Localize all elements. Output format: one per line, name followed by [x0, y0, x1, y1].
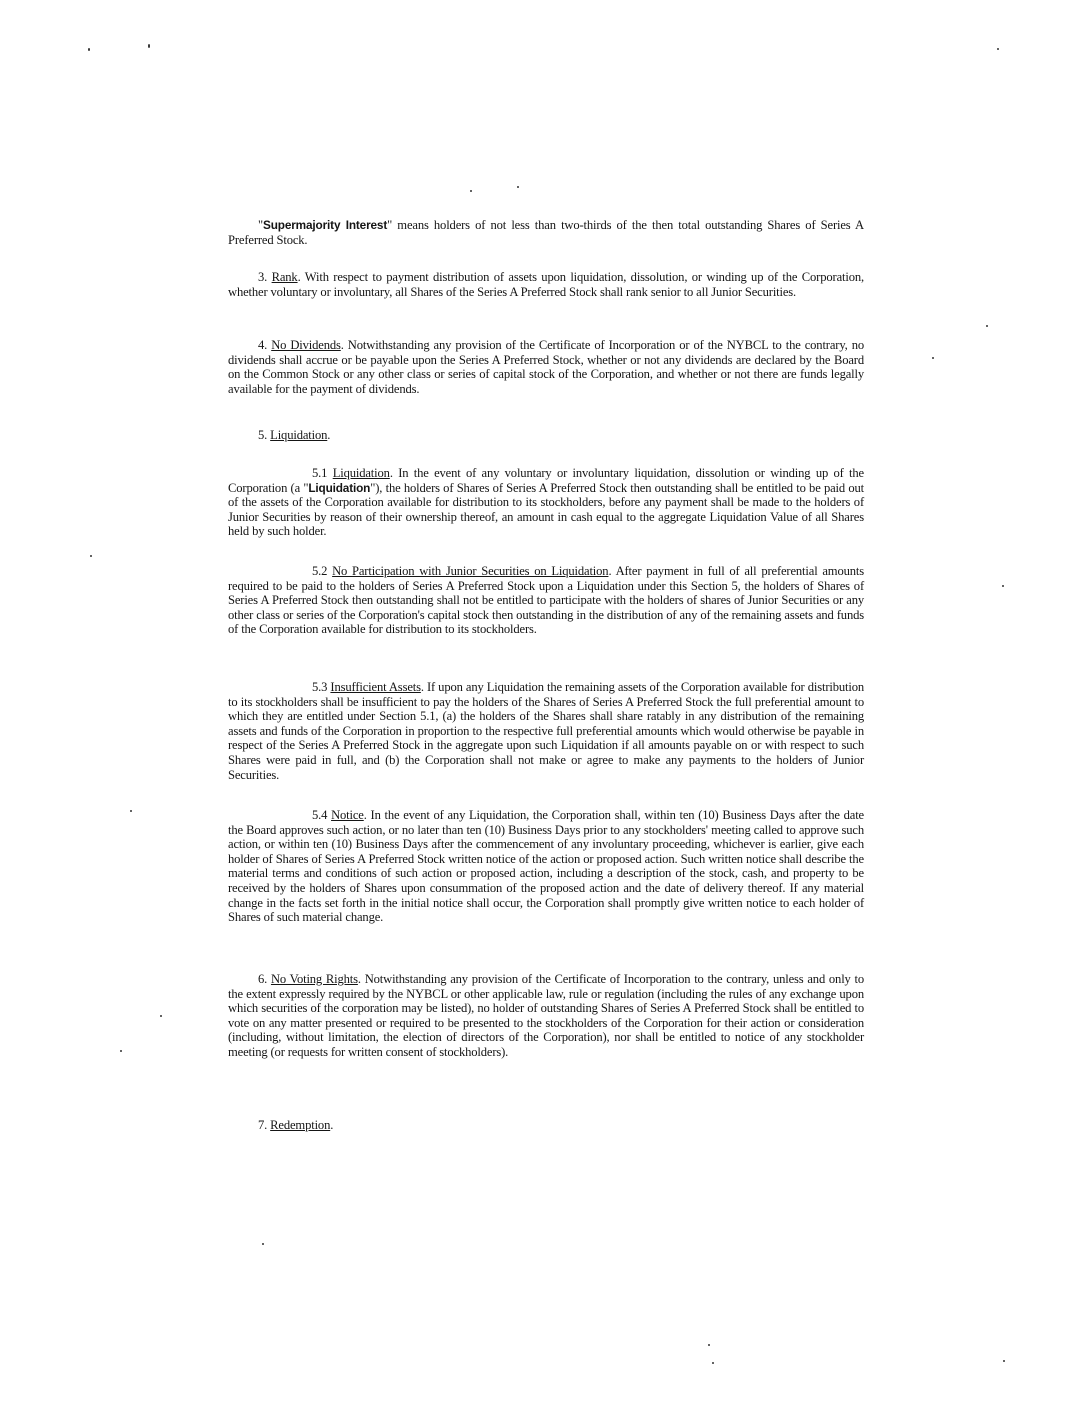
- section-number: 5.3: [312, 680, 331, 694]
- section-number: 5.: [258, 428, 271, 442]
- section-heading: No Dividends: [271, 338, 341, 352]
- scan-speck: [90, 555, 92, 557]
- scan-speck: [708, 1344, 710, 1346]
- defined-term: Liquidation: [308, 480, 371, 495]
- section-number: 3.: [258, 270, 272, 284]
- definition-supermajority-interest: "Supermajority Interest" means holders of not less than two-thirds of the then total outstanding Shares of Series A Preferred Stock.: [228, 218, 864, 247]
- definition-text: means holders of not less than two-thirds of the then total outstanding Shares of Series A Preferred Stock.: [228, 218, 864, 247]
- section-text: . Notwithstanding any provision of the Certificate of Incorporation or of the NYBCL to the contrary, no dividends shall accrue or be payable upon the Series A Preferred Stock, whether or not any dividends are declared by the Board on the Common Stock or any other class or series of capital stock of the Corporation, and whether or not there are funds legally available for the payment of dividends.: [228, 338, 864, 396]
- section-7-redemption-heading: [228, 1118, 864, 1133]
- section-heading: No Voting Rights: [270, 972, 358, 986]
- scan-speck: [130, 810, 132, 812]
- section-heading: Liquidation: [270, 428, 328, 442]
- scan-speck: [712, 1362, 714, 1364]
- section-5-4-notice: [228, 808, 864, 925]
- scan-speck: [1002, 585, 1004, 587]
- section-suffix: .: [330, 1118, 334, 1132]
- scan-speck: [160, 1015, 162, 1017]
- scan-speck: [986, 325, 988, 327]
- section-text: . If upon any Liquidation the remaining assets of the Corporation available for distribution to its stockholders shall be insufficient to pay the holders of the Shares of Series A Preferred Stock the full preferential amount to which they are entitled under Section 5.1, (a) the holders of the Shares shall share ratably in any distribution of the remaining assets and funds of the Corporation in proportion to the respective full preferential amounts which would otherwise be payable in respect of the Series A Preferred Stock in the aggregate upon such Liquidation if all amounts payable on or with respect to such Shares were paid in full, and (b) the Corporation shall not make or agree to make any payments to the holders of Junior Securities.: [228, 680, 864, 782]
- section-number: 6.: [258, 972, 271, 986]
- scan-speck: [470, 190, 472, 192]
- scan-speck: [1003, 1360, 1005, 1362]
- section-heading: Liquidation: [332, 466, 390, 480]
- section-suffix: .: [327, 428, 331, 442]
- section-5-1-liquidation: 5.1 Liquidation. In the event of any voluntary or involuntary liquidation, dissolution or winding up of the Corporation (a "Liquidation"), the holders of Shares of Series A Preferred Stock then outstanding shall be entitled to be paid out of the assets of the Corporation available for distribution to its stockholders, before any payment shall be made to the holders of Junior Securities by reason of their ownership thereof, an amount in cash equal to the aggregate Liquidation Value of all Shares held by such holder.: [228, 466, 864, 539]
- section-5-2-no-participation: [228, 564, 864, 637]
- section-5-liquidation-heading: [228, 428, 864, 443]
- section-heading: Insufficient Assets: [330, 680, 421, 694]
- scan-speck: [997, 48, 999, 50]
- section-text: . In the event of any Liquidation, the Corporation shall, within ten (10) Business Days after the date the Board approves such action, or no later than ten (10) Business Days prior to any stockholders' meeting called to approve such action, or within ten (10) Business Days after the commencement of any involuntary proceeding, whichever is earlier, give each holder of Shares of Series A Preferred Stock written notice of the action or proposed action. Such written notice shall describe the material terms and conditions of such action or proposed action, including a description of the stock, cash, and property to be received by the holders of Shares upon consummation of the proposed action and the date of delivery thereof. If any material change in the facts set forth in the initial notice shall occur, the Corporation shall promptly give written notice to each holder of Shares of such material change.: [228, 808, 864, 925]
- section-text: . Notwithstanding any provision of the Certificate of Incorporation to the contrary, unless and only to the extent expressly required by the NYBCL or other applicable law, rule or regulation (including the rules of any exchange upon which securities of the corporation may be listed), no holder of outstanding Shares of Series A Preferred Stock shall be entitled to vote on any matter presented or required to be presented to the stockholders of the Corporation for their action or consideration (including, without limitation, the election of directors of the Corporation), nor shall be entitled to notice of any stockholder meeting (or requests for written consent of stockholders).: [228, 972, 864, 1059]
- section-number: 7.: [258, 1118, 271, 1132]
- scan-speck: [148, 44, 150, 48]
- section-heading: No Participation with Junior Securities on Liquidation: [332, 564, 609, 578]
- section-3-rank: [228, 270, 864, 299]
- section-4-no-dividends: [228, 338, 864, 396]
- scan-speck: [262, 1243, 264, 1245]
- scan-speck: [88, 48, 90, 51]
- section-text-b: ), the holders of Shares of Series A Preferred Stock then outstanding shall be entitled to be paid out of the assets of the Corporation available for distribution to its stockholders, before any payment shall be made to the holders of Junior Securities by reason of their ownership thereof, an amount in cash equal to the aggregate Liquidation Value of all Shares held by such holder.: [228, 480, 864, 539]
- section-number: 5.2: [312, 564, 333, 578]
- section-number: 4.: [258, 338, 272, 352]
- section-5-3-insufficient-assets: [228, 680, 864, 782]
- section-text: . With respect to payment distribution of assets upon liquidation, dissolution, or winding up of the Corporation, whether voluntary or involuntary, all Shares of the Series A Preferred Stock shall rank senior to all Junior Securities.: [228, 270, 864, 299]
- section-number: 5.1: [312, 466, 333, 480]
- section-text-a: . In the event of any voluntary or involuntary liquidation, dissolution or winding up of the Corporation (a: [228, 466, 864, 495]
- scan-speck: [932, 357, 934, 359]
- section-heading: Notice: [331, 808, 364, 822]
- section-number: 5.4: [312, 808, 332, 822]
- defined-term: Supermajority Interest: [263, 218, 388, 232]
- section-text: . After payment in full of all preferential amounts required to be paid to the holders of Series A Preferred Stock upon a Liquidation under this Section 5, the holders of Shares of Series A Preferred Stock then outstanding shall not be entitled to participate with the holders of shares of Junior Securities or any other class or series of the Corporation's capital stock then outstanding in the distribution of any of the remaining assets and funds of the Corporation available for distribution to its stockholders.: [228, 564, 864, 637]
- scan-speck: [517, 186, 519, 188]
- section-heading: Rank: [271, 270, 298, 284]
- scan-speck: [120, 1050, 122, 1052]
- section-6-no-voting-rights: [228, 972, 864, 1060]
- section-heading: Redemption: [270, 1118, 331, 1132]
